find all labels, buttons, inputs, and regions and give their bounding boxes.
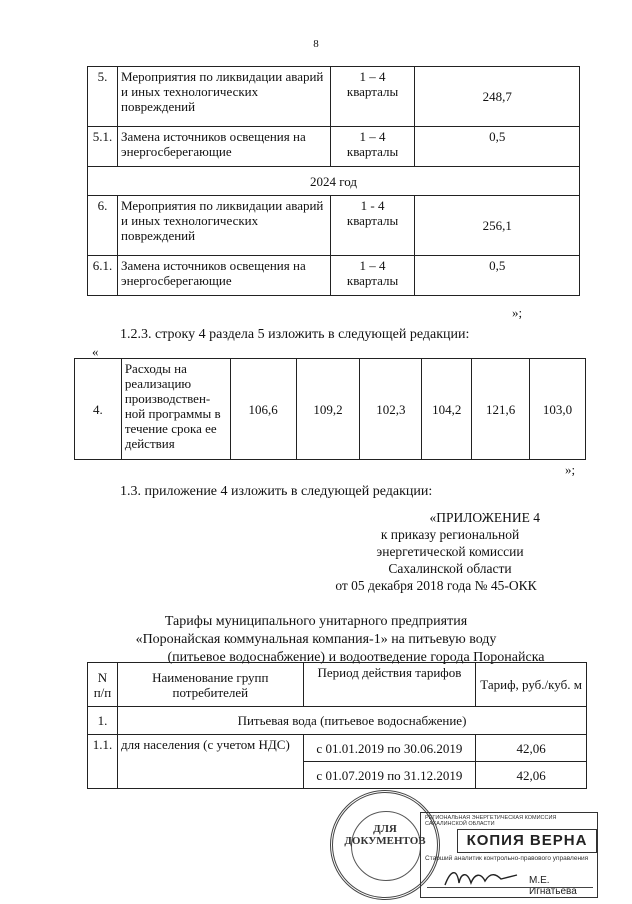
table-row <box>88 196 580 256</box>
row-name: Мероприятия по ликвидации аварий и иных технологических повреждений <box>117 196 330 256</box>
stamp-title: КОПИЯ ВЕРНА <box>457 829 597 853</box>
table-row <box>88 67 580 127</box>
header-tariff: Тариф, руб./куб. м <box>476 663 587 707</box>
stamp-role: Старший аналитик контрольно-правового управления <box>425 855 589 862</box>
row-value: 0,5 <box>415 127 580 167</box>
row-num: 6. <box>88 196 118 256</box>
table-row <box>88 256 580 296</box>
row-period: 1 – 4 кварталы <box>330 67 415 127</box>
table-row <box>75 359 586 460</box>
header-group: Наименование групп потребителей <box>117 663 303 707</box>
title-line: (питьевое водоснабжение) и водоотведение города Поронайска <box>167 650 545 665</box>
row-num: 4. <box>75 359 122 460</box>
row-num: 6.1. <box>88 256 118 296</box>
certified-copy-stamp <box>420 812 598 898</box>
tariff-cell: 42,06 <box>476 735 587 762</box>
appendix-line: «ПРИЛОЖЕНИЕ 4 <box>429 510 540 525</box>
table-row <box>88 127 580 167</box>
row-name: Расходы на реализацию производствен-ной программы в течение срока ее действия <box>121 359 230 460</box>
table-header-row <box>88 663 587 707</box>
row-value: 0,5 <box>415 256 580 296</box>
paragraph-1-2-3: 1.2.3. строку 4 раздела 5 изложить в следующей редакции: <box>120 327 470 342</box>
close-quote: »; <box>565 462 576 477</box>
row-num: 1.1. <box>88 735 118 789</box>
row-name: Замена источников освещения на энергосберегающие <box>117 127 330 167</box>
period-cell: с 01.01.2019 по 30.06.2019 <box>303 735 476 762</box>
tariff-title <box>0 613 632 667</box>
appendix-line: к приказу региональной <box>380 527 520 542</box>
row-name: Замена источников освещения на энергосберегающие <box>117 256 330 296</box>
appendix-line: энергетической комиссии <box>376 544 524 559</box>
expenses-table <box>74 358 586 460</box>
close-quote: »; <box>512 305 523 320</box>
row-value: 248,7 <box>415 67 580 127</box>
appendix-header <box>300 509 560 594</box>
stamp-signatory: М.Е. Игнатьева <box>529 875 577 897</box>
tariff-cell: 42,06 <box>476 762 587 789</box>
page-number: 8 <box>313 38 319 50</box>
header-num: N п/п <box>88 663 118 707</box>
appendix-line: от 05 декабря 2018 года № 45-ОКК <box>335 578 537 593</box>
row-name: Мероприятия по ликвидации аварий и иных технологических повреждений <box>117 67 330 127</box>
row-period: 1 – 4 кварталы <box>330 127 415 167</box>
stamp-signature-line <box>427 887 593 888</box>
table-row <box>88 167 580 196</box>
paragraph-1-3: 1.3. приложение 4 изложить в следующей редакции: <box>120 484 433 499</box>
value-cell: 102,3 <box>360 359 422 460</box>
tariff-table <box>87 662 587 789</box>
table-row <box>88 707 587 735</box>
value-cell: 106,6 <box>230 359 296 460</box>
value-cell: 103,0 <box>530 359 586 460</box>
title-line: «Поронайская коммунальная компания-1» на питьевую воду <box>135 632 497 647</box>
row-period: 1 – 4 кварталы <box>330 256 415 296</box>
section-num: 1. <box>88 707 118 735</box>
value-cell: 121,6 <box>472 359 530 460</box>
row-value: 256,1 <box>415 196 580 256</box>
row-name: для населения (с учетом НДС) <box>117 735 303 789</box>
open-quote: « <box>92 344 99 359</box>
value-cell: 104,2 <box>422 359 472 460</box>
header-period: Период действия тарифов <box>303 663 476 707</box>
table-row <box>88 735 587 762</box>
row-num: 5. <box>88 67 118 127</box>
appendix-line: Сахалинской области <box>388 561 512 576</box>
period-cell: с 01.07.2019 по 31.12.2019 <box>303 762 476 789</box>
value-cell: 109,2 <box>296 359 360 460</box>
row-num: 5.1. <box>88 127 118 167</box>
stamp-organization: РЕГИОНАЛЬНАЯ ЭНЕРГЕТИЧЕСКАЯ КОМИССИЯ САХАЛИНСКОЙ ОБЛАСТИ <box>425 815 557 827</box>
measures-table <box>87 66 580 296</box>
section-label: Питьевая вода (питьевое водоснабжение) <box>117 707 586 735</box>
row-period: 1 - 4 кварталы <box>330 196 415 256</box>
year-row: 2024 год <box>88 167 580 196</box>
round-stamp-text: ДЛЯ ДОКУМЕНТОВ <box>344 823 426 847</box>
title-line: Тарифы муниципального унитарного предприятия <box>164 614 468 629</box>
